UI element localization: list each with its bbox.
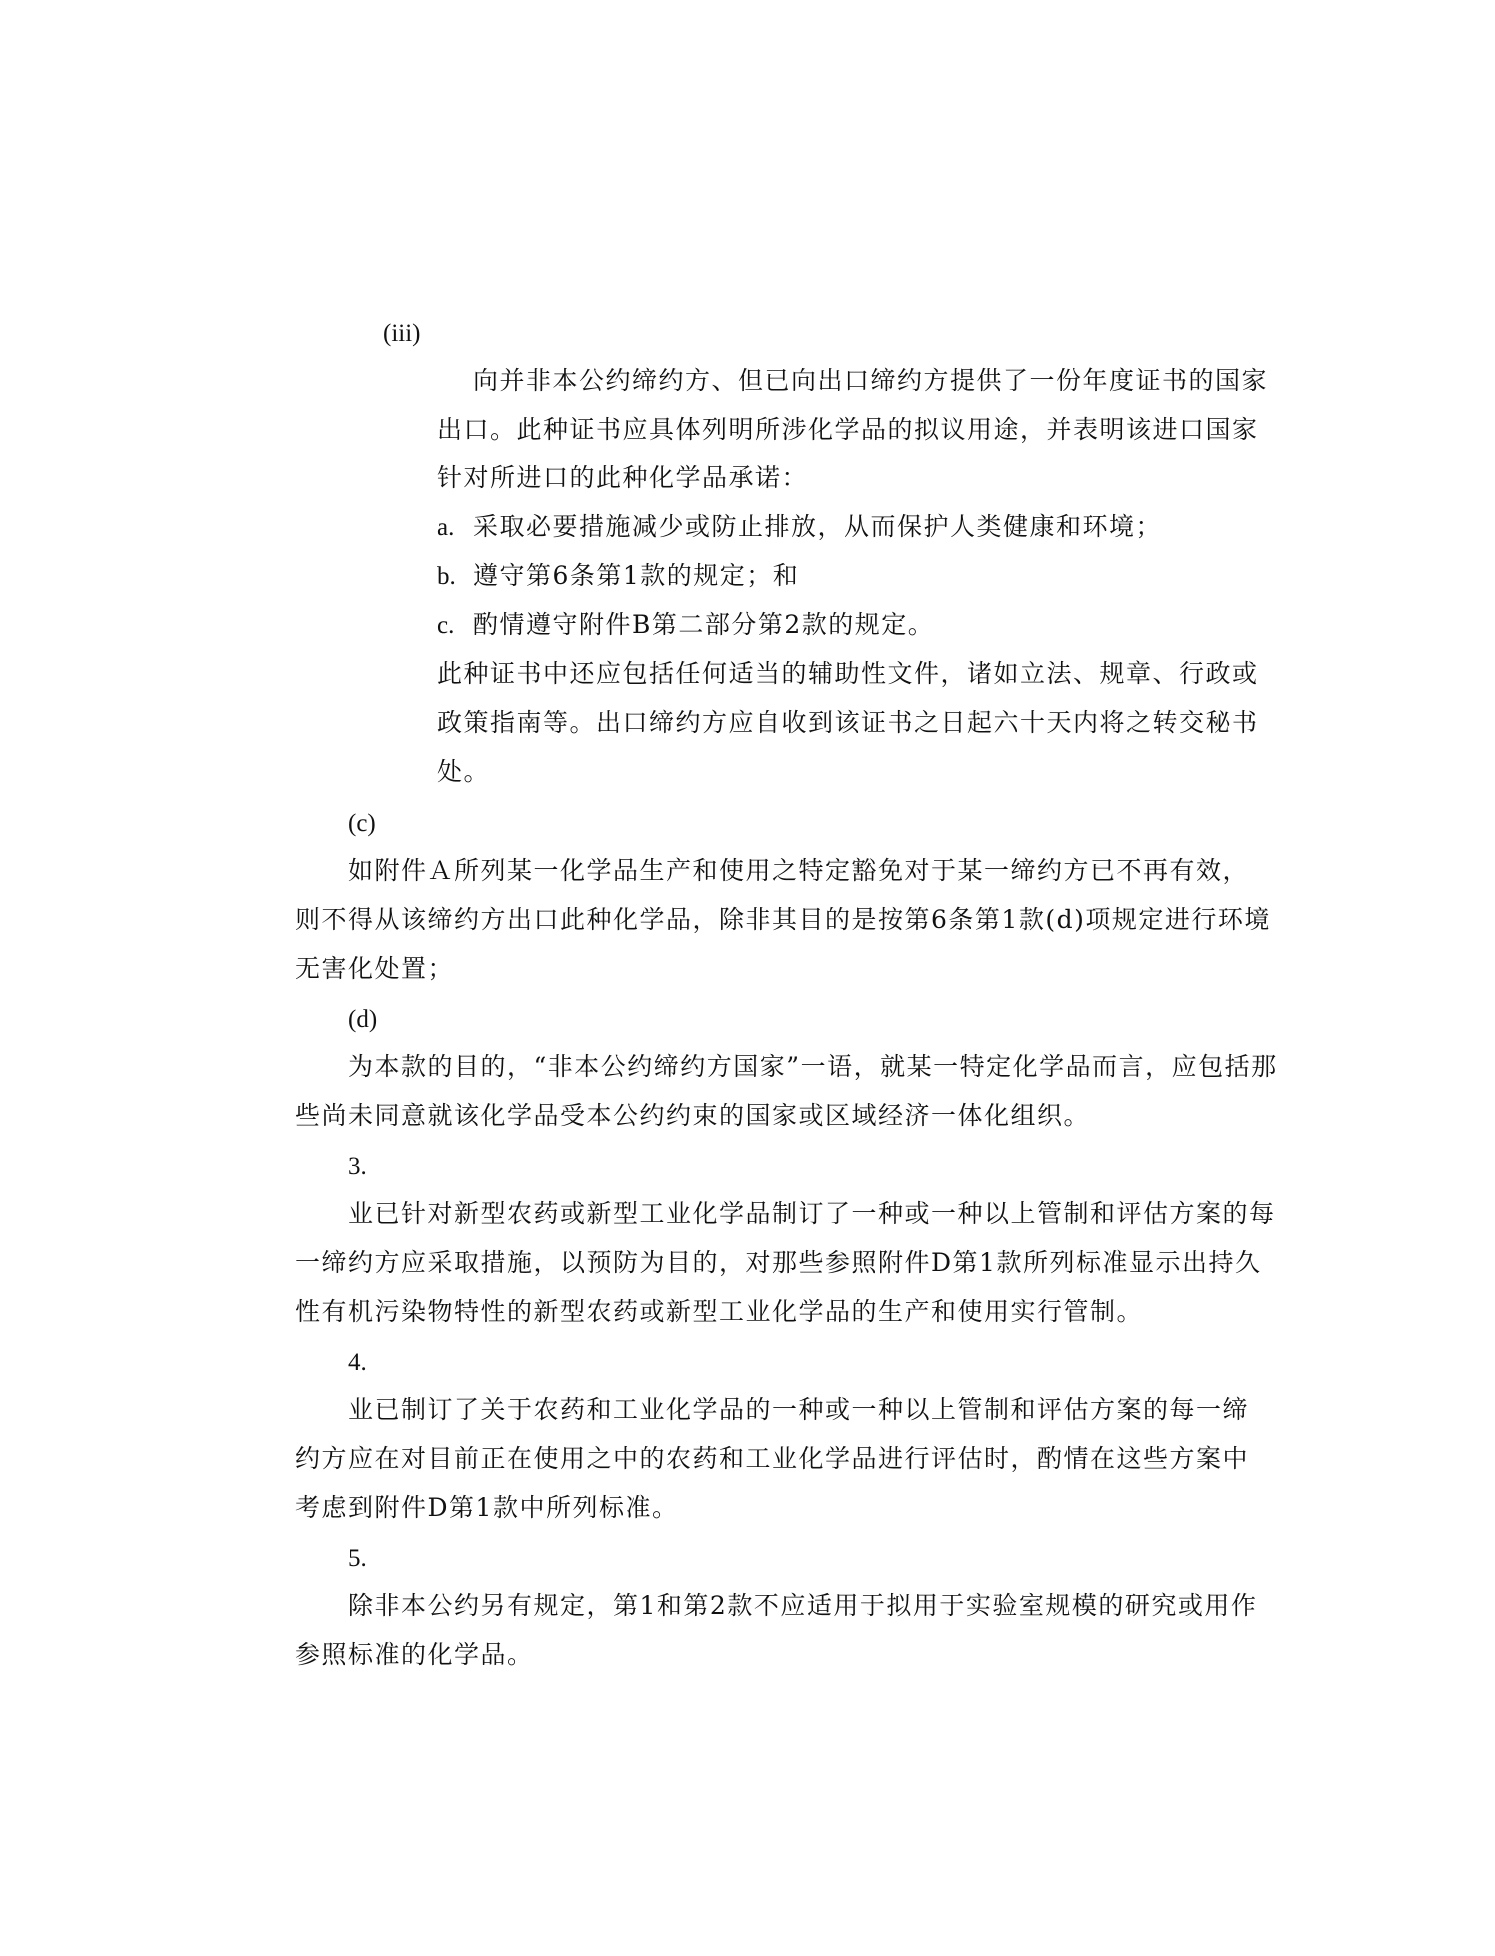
paragraph-5-line-2: 参照标准的化学品。 [295, 1640, 534, 1669]
list-item-c-text: 酌情遵守附件B第二部分第2款的规定。 [473, 610, 935, 639]
subitem-iii-after-line-3: 处。 [437, 757, 491, 786]
paragraph-label-c: (c) [348, 810, 376, 837]
paragraph-3-line-2: 一缔约方应采取措施，以预防为目的，对那些参照附件D第1款所列标准显示出持久 [295, 1248, 1262, 1277]
paragraph-label-4: 4. [348, 1349, 367, 1376]
list-item-b-label: b. [437, 563, 456, 590]
subitem-iii-line-1: 向并非本公约缔约方、但已向出口缔约方提供了一份年度证书的国家 [473, 366, 1269, 395]
paragraph-4-line-2: 约方应在对目前正在使用之中的农药和工业化学品进行评估时，酌情在这些方案中 [295, 1444, 1250, 1473]
list-item-a [437, 511, 1162, 544]
paragraph-label-3: 3. [348, 1153, 367, 1180]
paragraph-3-line-1: 业已针对新型农药或新型工业化学品制订了一种或一种以上管制和评估方案的每 [348, 1199, 1276, 1228]
list-item-c [437, 609, 934, 642]
list-item-b [437, 560, 799, 593]
paragraph-c-line-3: 无害化处置； [295, 954, 455, 983]
subitem-iii-line-3: 针对所进口的此种化学品承诺： [437, 463, 809, 492]
paragraph-c-line-2: 则不得从该缔约方出口此种化学品，除非其目的是按第6条第1款(d)项规定进行环境 [295, 905, 1271, 934]
paragraph-d-line-2: 些尚未同意就该化学品受本公约约束的国家或区域经济一体化组织。 [295, 1101, 1091, 1130]
paragraph-label-5: 5. [348, 1545, 367, 1572]
paragraph-5-line-1: 除非本公约另有规定，第1和第2款不应适用于拟用于实验室规模的研究或用作 [348, 1591, 1258, 1620]
list-item-b-text: 遵守第6条第1款的规定；和 [473, 561, 800, 590]
paragraph-d-line-1: 为本款的目的，“非本公约缔约方国家”一语，就某一特定化学品而言，应包括那 [348, 1052, 1278, 1081]
list-item-a-text: 采取必要措施减少或防止排放，从而保护人类健康和环境； [473, 512, 1163, 541]
subitem-iii-after-line-2: 政策指南等。出口缔约方应自收到该证书之日起六十天内将之转交秘书 [437, 708, 1259, 737]
subitem-iii-after-line-1: 此种证书中还应包括任何适当的辅助性文件，诸如立法、规章、行政或 [437, 659, 1259, 688]
subitem-iii-line-2: 出口。此种证书应具体列明所涉化学品的拟议用途，并表明该进口国家 [437, 415, 1259, 444]
paragraph-3-line-3: 性有机污染物特性的新型农药或新型工业化学品的生产和使用实行管制。 [295, 1297, 1144, 1326]
paragraph-label-d: (d) [348, 1006, 378, 1033]
paragraph-4-line-1: 业已制订了关于农药和工业化学品的一种或一种以上管制和评估方案的每一缔 [348, 1395, 1250, 1424]
paragraph-c-line-1: 如附件Ａ所列某一化学品生产和使用之特定豁免对于某一缔约方已不再有效， [348, 856, 1250, 885]
list-item-a-label: a. [437, 514, 455, 541]
paragraph-4-line-3: 考虑到附件D第1款中所列标准。 [295, 1493, 679, 1522]
subitem-label-iii: (iii) [383, 320, 421, 347]
list-item-c-label: c. [437, 612, 455, 639]
